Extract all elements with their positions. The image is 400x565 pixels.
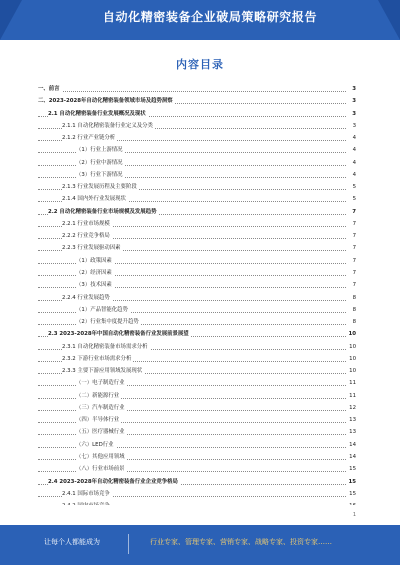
toc-entry[interactable] — [38, 110, 356, 119]
toc-entry-page: 3 — [347, 97, 356, 106]
toc-entry-text: （2）经济因素 — [76, 269, 112, 276]
toc-entry[interactable] — [38, 195, 356, 204]
toc-entry[interactable] — [38, 416, 356, 425]
toc-entry-text: （三）汽车制造行业 — [76, 404, 125, 411]
footer-bar — [0, 525, 400, 565]
toc-entry-text: 2.2 自动化精密装备行业市场规模及发展趋势 — [48, 208, 157, 215]
toc-entry-text: 2.4.1 国际市场竞争 — [62, 490, 110, 497]
toc-entry-text: 2.2.2 行业竞争格局 — [62, 233, 110, 240]
toc-entry-text: 2.3.1 自动化精密装备市场需求分析 — [62, 343, 148, 350]
toc-entry-text: 2.1.4 国内外行业发展现状 — [62, 196, 126, 203]
toc-entry-text: 2.3.2 下游行业市场需求分析 — [62, 355, 132, 362]
toc-entry-page: 4 — [347, 146, 356, 155]
toc-entry-page: 5 — [347, 183, 356, 192]
toc-entry-text: 2.1.2 行业产业链分析 — [62, 135, 116, 142]
toc-entry[interactable] — [38, 392, 356, 401]
toc-entry-page — [347, 502, 356, 505]
toc-entry-text: 2.3 2023-2028年中国自动化精密装备行业发展前景展望 — [48, 331, 189, 338]
toc-entry-text: （2）行业集中度提升趋势 — [76, 319, 139, 326]
toc-entry[interactable] — [38, 441, 356, 450]
toc-entry-page: 15 — [347, 465, 356, 474]
toc-entry[interactable] — [38, 379, 356, 388]
toc-entry-page: 15 — [347, 490, 356, 499]
toc-entry[interactable] — [38, 318, 356, 327]
toc-entry-text: （2）行业中游情况 — [76, 159, 123, 166]
toc-entry-text: （四）半导体行业 — [76, 417, 120, 424]
toc-entry-page: 7 — [347, 208, 356, 217]
toc-entry-text: 一、前言 — [38, 86, 60, 92]
table-of-contents — [38, 85, 356, 505]
header-left-corner — [0, 0, 22, 40]
toc-entry-page: 4 — [347, 134, 356, 143]
toc-entry-text: （3）行业下游情况 — [76, 171, 123, 178]
toc-entry[interactable] — [38, 97, 356, 106]
toc-entry[interactable] — [38, 502, 356, 505]
toc-entry-text: 2.4 2023-2028年自动化精密装备行业企业竞争格局 — [48, 478, 178, 485]
toc-entry[interactable] — [38, 330, 356, 339]
toc-entry-text: （二）新能源行业 — [76, 392, 120, 399]
toc-entry-text: （3）技术因素 — [76, 282, 112, 289]
toc-entry[interactable] — [38, 281, 356, 290]
toc-entry-page: 13 — [347, 416, 356, 425]
toc-entry[interactable] — [38, 159, 356, 168]
header-bar — [0, 0, 400, 40]
toc-entry-page: 14 — [347, 453, 356, 462]
toc-entry[interactable] — [38, 404, 356, 413]
toc-entry-text: （一）电子制造行业 — [76, 380, 125, 387]
toc-entry[interactable] — [38, 220, 356, 229]
toc-entry[interactable] — [38, 146, 356, 155]
toc-entry[interactable] — [38, 257, 356, 266]
toc-entry-page: 15 — [348, 478, 356, 485]
toc-entry-text — [62, 502, 112, 505]
toc-entry[interactable] — [38, 367, 356, 376]
toc-entry-text: （八）行业市场前景 — [76, 466, 125, 473]
footer-expert-list: 行业专家、管理专家、营销专家、战略专家、投资专家…… — [150, 538, 332, 546]
toc-entry[interactable] — [38, 355, 356, 364]
toc-entry-page: 14 — [347, 441, 356, 450]
report-title: 自动化精密装备企业破局策略研究报告 — [102, 10, 318, 24]
toc-entry-page: 11 — [347, 379, 356, 388]
toc-entry-page: 10 — [347, 343, 356, 352]
toc-entry-page: 5 — [347, 195, 356, 204]
toc-entry-text: 2.3.3 主要下游应用领域发展现状 — [62, 368, 143, 375]
toc-entry-page: 4 — [347, 159, 356, 168]
toc-entry[interactable] — [38, 183, 356, 192]
toc-entry-text: （六）LED行业 — [76, 441, 114, 448]
toc-entry[interactable] — [38, 122, 356, 131]
toc-entry-page: 13 — [347, 428, 356, 437]
toc-entry-page: 8 — [347, 306, 356, 315]
footer-slogan: 让每个人都能成为 — [44, 538, 100, 546]
toc-entry-page: 12 — [347, 404, 356, 413]
toc-entry-page: 7 — [347, 281, 356, 290]
toc-entry[interactable] — [38, 428, 356, 437]
toc-entry[interactable] — [38, 490, 356, 499]
toc-entry-page: 8 — [347, 318, 356, 327]
toc-title: 内容目录 — [176, 58, 224, 71]
toc-entry[interactable] — [38, 478, 356, 487]
toc-entry[interactable] — [38, 465, 356, 474]
toc-entry-page: 4 — [347, 171, 356, 180]
toc-entry-text: （1）行业上游情况 — [76, 147, 123, 154]
toc-entry-page: 3 — [347, 110, 356, 119]
toc-entry[interactable] — [38, 306, 356, 315]
toc-entry-text: （1）政策因素 — [76, 257, 112, 264]
toc-entry[interactable] — [38, 294, 356, 303]
toc-entry-text: （五）医疗器械行业 — [76, 429, 125, 436]
toc-entry-page: 11 — [347, 392, 356, 401]
toc-entry-text: 2.2.4 行业发展趋势 — [62, 294, 110, 301]
footer-divider — [128, 534, 129, 554]
toc-entry-text: 2.1.3 行业发展历程及主要阶段 — [62, 184, 137, 191]
toc-entry-text: 2.1 自动化精密装备行业发展概况及现状 — [48, 110, 146, 117]
toc-entry[interactable] — [38, 343, 356, 352]
toc-entry-page: 7 — [347, 269, 356, 278]
toc-entry-page: 10 — [348, 331, 356, 338]
page-number: 1 — [352, 512, 356, 518]
toc-entry[interactable] — [38, 208, 356, 217]
toc-entry-page: 7 — [347, 220, 356, 229]
toc-entry-page: 7 — [347, 232, 356, 241]
toc-entry[interactable] — [38, 171, 356, 180]
toc-entry[interactable] — [38, 232, 356, 241]
toc-entry-text: 2.2.3 行业发展驱动因素 — [62, 245, 121, 252]
toc-entry-text: 二、2023-2028年自动化精密装备领域市场及趋势洞察 — [38, 98, 173, 105]
toc-entry[interactable] — [38, 134, 356, 143]
toc-entry-page: 8 — [347, 294, 356, 303]
toc-entry-page: 7 — [347, 257, 356, 266]
toc-entry-page: 10 — [347, 355, 356, 364]
toc-leader-dots — [38, 91, 348, 92]
toc-entry-text: 2.2.1 行业市场规模 — [62, 220, 110, 227]
toc-entry[interactable] — [38, 244, 356, 253]
toc-entry-page: 10 — [347, 367, 356, 376]
toc-entry-text: 2.1.1 自动化精密装备行业定义及分类 — [62, 122, 153, 129]
toc-entry-text: （七）其他应用领域 — [76, 453, 125, 460]
toc-entry[interactable] — [38, 85, 356, 94]
toc-entry[interactable] — [38, 453, 356, 462]
toc-entry-text: （1）产品智能化趋势 — [76, 306, 128, 313]
toc-entry-page: 3 — [347, 85, 356, 94]
toc-entry-page: 3 — [347, 122, 356, 131]
toc-entry-page: 7 — [347, 244, 356, 253]
toc-entry[interactable] — [38, 269, 356, 278]
header-right-corner — [378, 0, 400, 40]
